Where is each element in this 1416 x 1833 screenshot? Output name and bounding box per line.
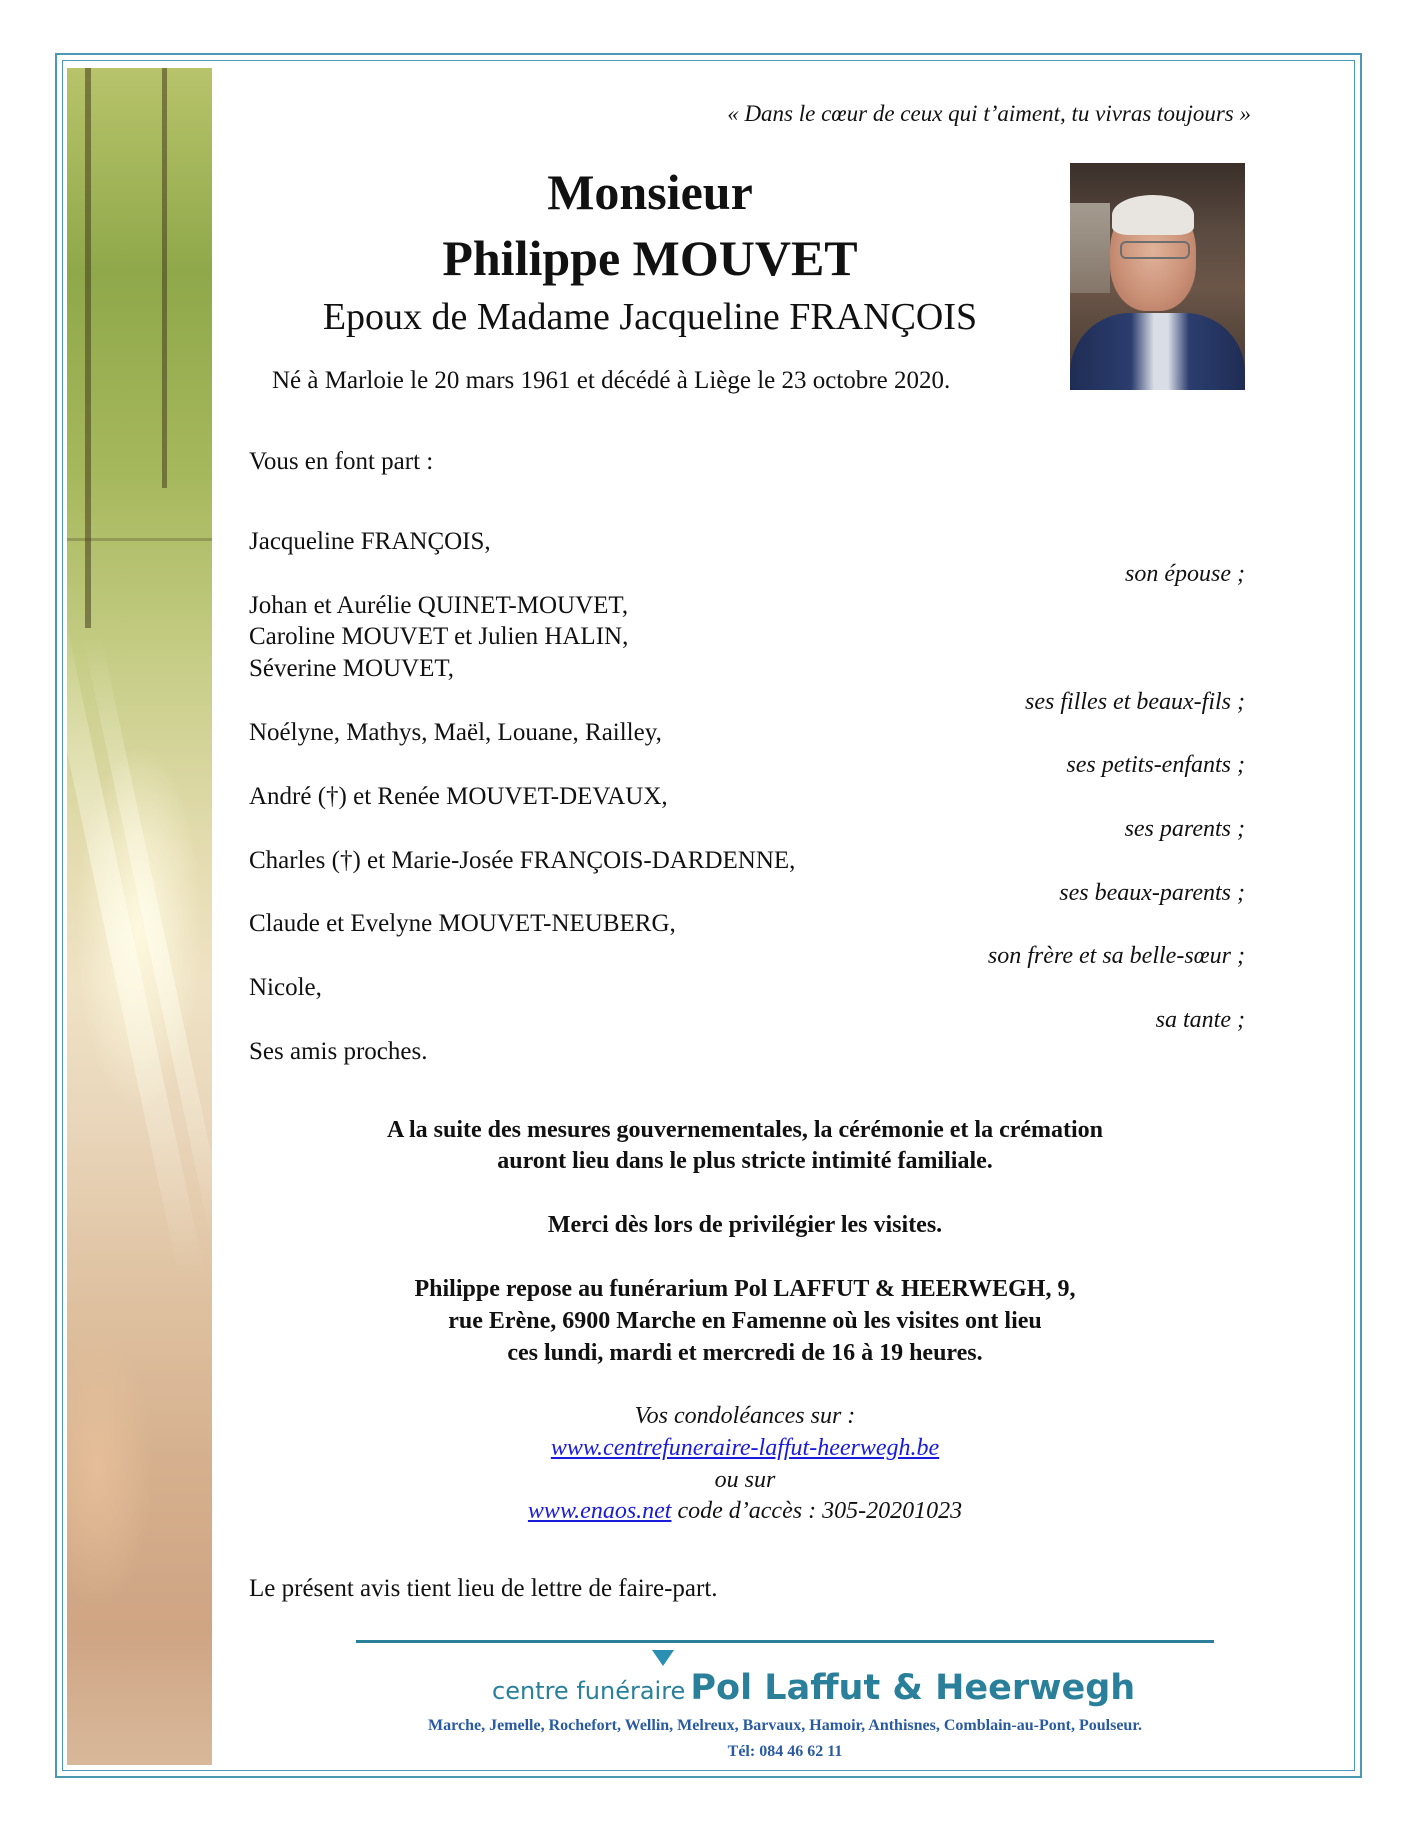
family-name-1c: Séverine MOUVET, [249, 655, 455, 682]
portrait-photo [1070, 163, 1245, 390]
footer-divider [356, 1640, 1214, 1643]
footer-locations: Marche, Jemelle, Rochefort, Wellin, Melreux, Barvaux, Hamoir, Anthisnes, Comblain-au-Pont, Poulseur. [428, 1717, 1142, 1734]
funeral-center-link[interactable]: www.centrefuneraire-laffut-heerwegh.be [550, 1435, 940, 1461]
family-role-6: sa tante ; [1155, 1007, 1245, 1033]
measures-line-1: A la suite des mesures gouvernementales, la cérémonie et la crémation [386, 1117, 1104, 1143]
logo-small-text: centre funéraire [492, 1677, 686, 1705]
access-code: code d’accès : 305-20201023 [671, 1498, 963, 1524]
birth-death-line: Né à Marloie le 20 mars 1961 et décédé à Liège le 23 octobre 2020. [272, 367, 951, 394]
family-name-1b: Caroline MOUVET et Julien HALIN, [249, 623, 629, 650]
family-role-0: son épouse ; [1125, 561, 1245, 587]
condolences-or: ou sur [714, 1467, 776, 1493]
rest-line-3: ces lundi, mardi et mercredi de 16 à 19 heures. [507, 1340, 983, 1366]
family-name-0: Jacqueline FRANÇOIS, [249, 528, 491, 555]
rest-line-2: rue Erène, 6900 Marche en Famenne où les visites ont lieu [448, 1308, 1042, 1334]
measures-line-2: auront lieu dans le plus stricte intimité familiale. [497, 1148, 993, 1174]
deceased-name: Philippe MOUVET [442, 230, 858, 286]
family-name-2: Noélyne, Mathys, Maël, Louane, Railley, [249, 719, 662, 746]
rest-line-1: Philippe repose au funérarium Pol LAFFUT & HEERWEGH, 9, [414, 1276, 1076, 1302]
footer-phone: Tél: 084 46 62 11 [727, 1743, 843, 1760]
family-name-7: Ses amis proches. [249, 1038, 428, 1065]
funeral-home-logo [492, 1668, 1135, 1708]
family-role-1: ses filles et beaux-fils ; [1025, 689, 1245, 715]
family-name-3: André (†) et Renée MOUVET-DEVAUX, [249, 783, 668, 810]
family-role-4: ses beaux-parents ; [1059, 880, 1245, 906]
condolences-intro: Vos condoléances sur : [634, 1403, 856, 1429]
logo-triangle-icon [652, 1650, 674, 1666]
family-role-3: ses parents ; [1124, 816, 1245, 842]
family-name-5: Claude et Evelyne MOUVET-NEUBERG, [249, 910, 676, 937]
closing-line: Le présent avis tient lieu de lettre de faire-part. [249, 1575, 718, 1602]
visits-thanks: Merci dès lors de privilégier les visites. [547, 1212, 943, 1238]
logo-big-text: Pol Laffut & Heerwegh [690, 1668, 1136, 1708]
family-name-6: Nicole, [249, 974, 322, 1001]
family-name-1a: Johan et Aurélie QUINET-MOUVET, [249, 592, 629, 619]
enaos-link[interactable]: www.enaos.net [527, 1498, 672, 1524]
honorific-title: Monsieur [547, 164, 753, 220]
spouse-line: Epoux de Madame Jacqueline FRANÇOIS [322, 296, 978, 338]
condolences-link2-row [250, 1496, 1240, 1527]
family-name-4: Charles (†) et Marie-Josée FRANÇOIS-DARDENNE, [249, 847, 796, 874]
condolences-link1-row [250, 1433, 1240, 1464]
memorial-quote: « Dans le cœur de ceux qui t’aiment, tu vivras toujours » [727, 101, 1251, 126]
forest-path-image [67, 68, 212, 1765]
family-role-2: ses petits-enfants ; [1066, 752, 1245, 778]
family-role-5: son frère et sa belle-sœur ; [987, 943, 1245, 969]
announce-line: Vous en font part : [249, 448, 434, 475]
